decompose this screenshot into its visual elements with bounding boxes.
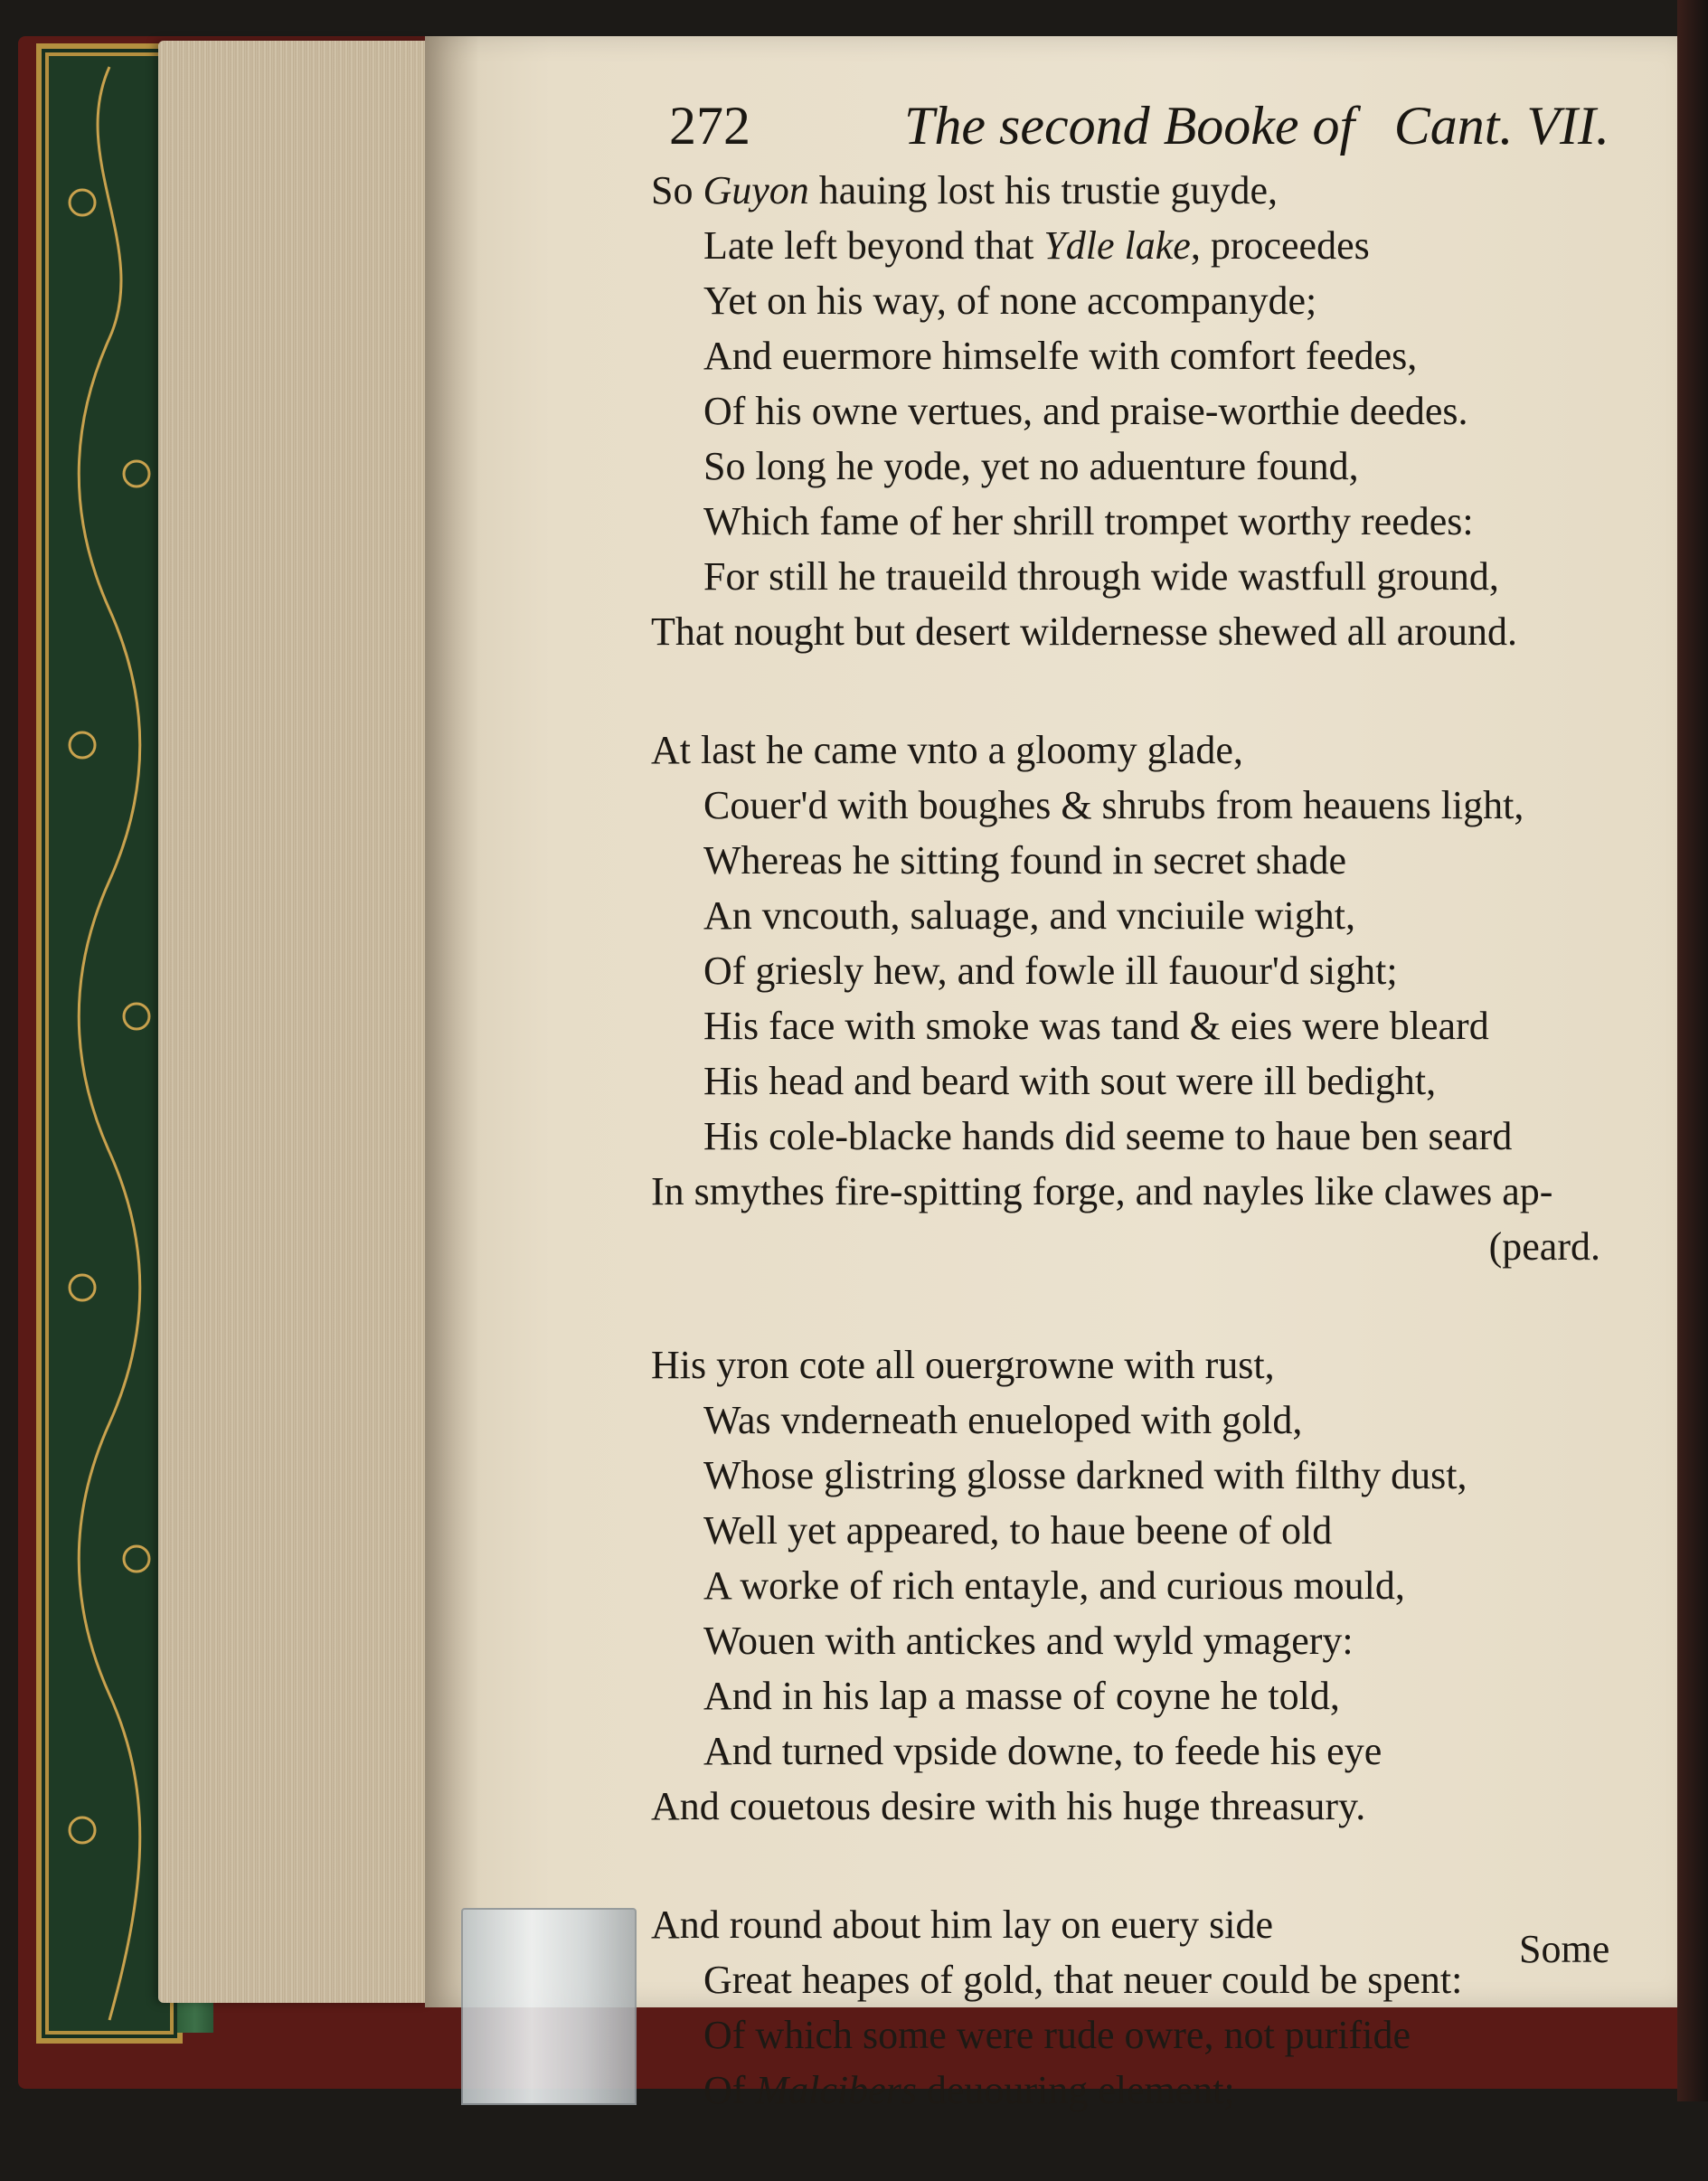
- gutter-shadow: [425, 36, 479, 2007]
- verse-line: So Guyon hauing lost his trustie guyde,: [651, 168, 1278, 212]
- verse-line: And couetous desire with his huge threasury.: [651, 1784, 1366, 1828]
- verse-line: His face with smoke was tand & eies were bleard: [703, 1004, 1489, 1048]
- verse-line: Well yet appeared, to haue beene of old: [703, 1508, 1333, 1553]
- canto-label: Cant. VII.: [1393, 96, 1609, 156]
- verse-line: And turned vpside downe, to feede his eye: [703, 1729, 1382, 1773]
- verse-line: An vncouth, saluage, and vnciuile wight,: [703, 893, 1355, 938]
- catchword: Some: [1519, 1927, 1610, 1971]
- page-stack-edge: [158, 41, 429, 2003]
- verse-line: A worke of rich entayle, and curious mould,: [703, 1563, 1405, 1608]
- poem-text: [651, 163, 1628, 2181]
- stanza: [651, 722, 1628, 1274]
- italic-name: Malcibers: [755, 2068, 917, 2112]
- verse-line: Was vnderneath enueloped with gold,: [703, 1398, 1303, 1442]
- verse-line: Of Malcibers deuouring element;: [703, 2068, 1235, 2112]
- italic-name: Ydle lake: [1043, 223, 1191, 268]
- verse-line: Yet on his way, of none accompanyde;: [703, 279, 1317, 323]
- verse-line: Wouen with antickes and wyld ymagery:: [703, 1619, 1354, 1663]
- page-holder-clip: [461, 1908, 637, 2105]
- verse-line: And in his lap a masse of coyne he told,: [703, 1674, 1340, 1718]
- verse-line: Couer'd with boughes & shrubs from heauens light,: [703, 783, 1524, 827]
- stanza: [651, 1337, 1628, 1834]
- running-title: The second Booke of: [904, 96, 1355, 156]
- turnover-text: (peard.: [1488, 1224, 1600, 1269]
- verse-line: Whereas he sitting found in secret shade: [703, 838, 1347, 883]
- verse-line: So long he yode, yet no aduenture found,: [703, 444, 1359, 488]
- verse-line: Late left beyond that Ydle lake, proceedes: [703, 223, 1370, 268]
- verse-line: At last he came vnto a gloomy glade,: [651, 728, 1243, 772]
- verse-line: His cole-blacke hands did seeme to haue ben seard: [703, 1114, 1513, 1158]
- page-header: [669, 95, 1609, 167]
- background-edge: [1677, 0, 1708, 2101]
- verse-line: Of his owne vertues, and praise-worthie deedes.: [703, 389, 1468, 433]
- verse-line: For still he traueild through wide wastfull ground,: [703, 554, 1499, 599]
- verse-line: His yron cote all ouergrowne with rust,: [651, 1343, 1275, 1387]
- verse-line: Which fame of her shrill trompet worthy reedes:: [703, 499, 1474, 543]
- verse-line: Great heapes of gold, that neuer could be spent:: [703, 1958, 1463, 2002]
- verse-line: And euermore himselfe with comfort feedes,: [703, 334, 1418, 378]
- verse-line: His head and beard with sout were ill bedight,: [703, 1059, 1437, 1103]
- gilt-scroll-ornament-icon: [42, 49, 177, 2038]
- stanza: [651, 163, 1628, 659]
- verse-line: And round about him lay on euery side: [651, 1902, 1273, 1947]
- verse-line: Of which some were rude owre, not purifide: [703, 2013, 1411, 2057]
- verse-line: Whose glistring glosse darkned with filthy dust,: [703, 1453, 1467, 1497]
- verse-line: Of griesly hew, and fowle ill fauour'd sight;: [703, 949, 1398, 993]
- verse-line: That nought but desert wildernesse shewed all around.: [651, 609, 1517, 654]
- italic-name: Guyon: [703, 168, 809, 212]
- stanza: [651, 1897, 1628, 2118]
- folio-number: 272: [669, 96, 750, 156]
- verse-line: In smythes fire-spitting forge, and nayles like clawes ap-: [651, 1169, 1553, 1213]
